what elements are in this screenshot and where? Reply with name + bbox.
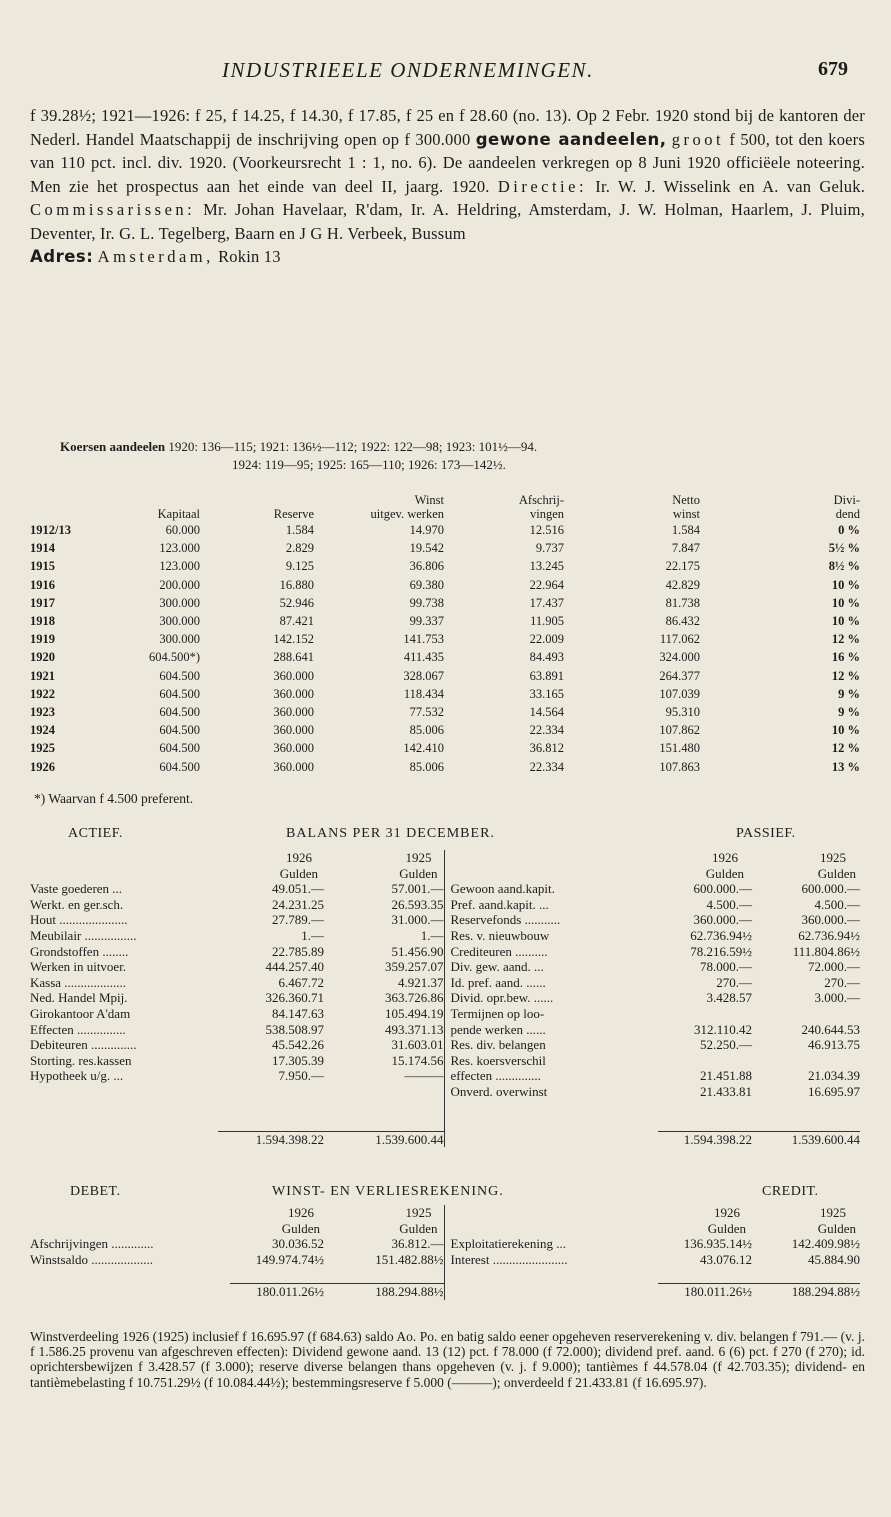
adres-street: Rokin 13 (218, 247, 281, 266)
right-value-1925: 111.804.86½ (792, 943, 860, 959)
dividend-cell: 12 % (831, 632, 860, 647)
left-label: Girokantoor A'dam (30, 1005, 131, 1021)
winst-year-2: 1925 (405, 1205, 432, 1221)
table-row (30, 630, 860, 648)
kapitaal-cell: 123.000 (159, 541, 200, 556)
statement-row (30, 990, 860, 1006)
winst-total-left-1925: 188.294.88½ (324, 1283, 444, 1299)
reserve-cell: 360.000 (273, 741, 314, 756)
right-label: Div. gew. aand. ... (444, 959, 658, 975)
left-label: Meubilair ................ (30, 928, 137, 944)
dividend-cell: 9 % (838, 686, 860, 701)
winstverdeeling-paragraph: Winstverdeeling 1926 (1925) inclusief f 16.695.97 (f 684.63) saldo Ao. Po. en batig saldo eener opgeheven reserverekening v. div. belangen f 791.— (v. j. f 1.586.25 provenu van afgeschreven effecten): Dividend gewone aand. 13 (12) pct. f 78.000 (f 72.000); dividend pref. aand. 6 (6) pct. f 270 (f 270); id. oprichtersbewijzen f 3.428.57 (f 3.000); reserve diverse belangen thans opgeheven (v. j. f 9.000); tantièmes f 44.578.04 (f 42.703.35); dividend- en tantièmebelasting f 10.751.29½ (f 10.084.44½); bestemmingsreserve f 5.000 (———); onverdeeld f 21.433.81 (f 16.695.97). (30, 1329, 865, 1390)
winst-uitgev-cell: 411.435 (403, 650, 444, 665)
afschrijvingen-cell: 12.516 (529, 523, 564, 538)
header-afschr: Afschrij- (518, 493, 564, 507)
left-label: Kassa ................... (30, 974, 127, 990)
header-reserve: Reserve (273, 507, 314, 521)
right-value-1925: 45.884.90 (808, 1251, 860, 1267)
dividend-cell: 9 % (838, 704, 860, 719)
dividend-cell: 10 % (831, 723, 860, 738)
left-value-1925: 4.921.37 (398, 974, 444, 990)
netto-winst-cell: 81.738 (665, 595, 700, 610)
statement-row (30, 897, 860, 913)
adres-city: Amsterdam, (97, 247, 214, 266)
winst-total-right-1925: 188.294.88½ (752, 1283, 860, 1299)
year-cell: 1915 (30, 559, 55, 574)
kapitaal-cell: 60.000 (165, 523, 200, 538)
koersen-block (60, 438, 840, 474)
left-label: Werkt. en ger.sch. (30, 896, 124, 912)
winst-year-1-right: 1926 (714, 1205, 740, 1221)
netto-winst-cell: 95.310 (665, 704, 700, 719)
winst-uitgev-cell: 99.738 (409, 595, 444, 610)
credit-label: CREDIT. (762, 1184, 819, 1199)
winst-unit-1: Gulden (281, 1220, 320, 1236)
reserve-cell: 1.584 (285, 523, 314, 538)
intro-text-1: f 39.28½; 1921—1926: f 25, f 14.25, f 14.30, f 17.85, f 25 en f 28.60 (no. 13). Op 2 Febr. 1920 stond bij de kantoren der Nederl. Handel Maatschappij de inschrijving open op f 300.000 (30, 106, 865, 149)
actief-label: ACTIEF. (68, 826, 123, 841)
dividend-cell: 10 % (831, 577, 860, 592)
table-row (30, 667, 860, 685)
statement-row (30, 1068, 860, 1084)
right-label: Reservefonds ........... (444, 912, 658, 928)
balans-unit-1: Gulden (279, 865, 318, 881)
left-value-1926: 24.231.25 (272, 896, 324, 912)
left-label: Ned. Handel Mpij. (30, 990, 128, 1006)
left-value-1925: 105.494.19 (385, 1005, 444, 1021)
table-row (30, 685, 860, 703)
right-label: Id. pref. aand. ...... (444, 975, 658, 991)
left-value-1926 (218, 1084, 324, 1100)
statement-row (30, 944, 860, 960)
directie-label: Directie: (497, 176, 588, 196)
left-value-1926 (218, 1100, 324, 1116)
right-value-1926: 21.433.81 (700, 1083, 752, 1099)
gewone-aandeelen-text: gewone aandeelen, (475, 129, 667, 149)
table-row (30, 703, 860, 721)
footnote: *) Waarvan f 4.500 preferent. (34, 791, 194, 806)
right-value-1926: 600.000.— (693, 881, 752, 897)
right-value-1925: 16.695.97 (808, 1083, 860, 1099)
right-value-1926 (658, 1006, 752, 1022)
header-winst: Winst (414, 493, 444, 507)
statement-row (30, 1084, 860, 1100)
left-label: Hout ..................... (30, 912, 128, 928)
winst-uitgev-cell: 142.410 (403, 741, 444, 756)
header-year (30, 507, 92, 521)
header-divi: Divi- (833, 493, 860, 507)
right-value-1925: 142.409.98½ (791, 1236, 860, 1252)
right-value-1926: 270.— (716, 974, 752, 990)
balans-unit-2: Gulden (399, 865, 438, 881)
reserve-cell: 87.421 (279, 614, 314, 629)
kapitaal-cell: 300.000 (159, 595, 200, 610)
year-cell: 1919 (30, 632, 55, 647)
table-row (30, 757, 860, 775)
right-value-1926 (658, 1053, 752, 1069)
statement-row (30, 959, 860, 975)
reserve-cell: 360.000 (273, 723, 314, 738)
commissarissen-label: Commissarissen: (30, 200, 196, 219)
winst-uitgev-cell: 77.532 (409, 704, 444, 719)
right-label: Divid. opr.bew. ...... (444, 990, 658, 1006)
groot-text: groot (671, 129, 725, 149)
dividend-cell: 12 % (831, 668, 860, 683)
left-label: Effecten ............... (30, 1021, 126, 1037)
left-value-1926: 45.542.26 (272, 1037, 324, 1053)
kapitaal-cell: 604.500 (159, 723, 200, 738)
right-label: Res. div. belangen (444, 1037, 658, 1053)
winst-uitgev-cell: 99.337 (409, 614, 444, 629)
statement-row (30, 1006, 860, 1022)
right-value-1925 (752, 1006, 860, 1022)
right-value-1925: 600.000.— (801, 881, 860, 897)
left-label: Afschrijvingen ............. (30, 1236, 154, 1252)
netto-winst-cell: 22.175 (665, 559, 700, 574)
header-dend: dend (835, 507, 860, 521)
left-value-1926: 326.360.71 (265, 990, 324, 1006)
kapitaal-cell: 604.500*) (148, 650, 200, 665)
right-value-1925: 3.000.— (814, 990, 860, 1006)
winst-unit-2: Gulden (399, 1220, 438, 1236)
left-value-1925: 493.371.13 (385, 1021, 444, 1037)
header-kapitaal: Kapitaal (157, 507, 200, 521)
dividend-cell: 0 % (838, 523, 860, 538)
winst-uitgev-cell: 19.542 (409, 541, 444, 556)
reserve-cell: 360.000 (273, 759, 314, 774)
left-value-1925 (324, 1100, 444, 1116)
year-cell: 1912/13 (30, 523, 71, 538)
afschrijvingen-cell: 11.905 (530, 614, 564, 629)
right-value-1926: 78.000.— (700, 959, 752, 975)
afschrijvingen-cell: 22.964 (529, 577, 564, 592)
winst-title: WINST- EN VERLIESREKENING. (272, 1184, 504, 1199)
year-cell: 1926 (30, 759, 55, 774)
reserve-cell: 360.000 (273, 686, 314, 701)
running-head (0, 58, 891, 88)
left-value-1926: 1.— (301, 928, 324, 944)
left-value-1925: 51.456.90 (391, 943, 444, 959)
right-value-1925: 46.913.75 (808, 1037, 860, 1053)
right-label (444, 1100, 658, 1116)
debet-label: DEBET. (70, 1184, 121, 1199)
kapitaal-cell: 604.500 (159, 686, 200, 701)
afschrijvingen-cell: 36.812 (529, 741, 564, 756)
statement-row (30, 1252, 860, 1268)
left-value-1925: 363.726.86 (385, 990, 444, 1006)
balans-year-1: 1926 (286, 850, 312, 866)
dividend-cell: 10 % (831, 614, 860, 629)
left-label (30, 1100, 218, 1116)
right-value-1926: 360.000.— (693, 912, 752, 928)
balans-title: BALANS PER 31 DECEMBER. (286, 826, 495, 841)
netto-winst-cell: 107.039 (659, 686, 700, 701)
afschrijvingen-cell: 63.891 (529, 668, 564, 683)
left-value-1925: 359.257.07 (385, 959, 444, 975)
right-value-1926: 3.428.57 (706, 990, 752, 1006)
year-cell: 1922 (30, 686, 55, 701)
winst-uitgev-cell: 14.970 (409, 523, 444, 538)
kapitaal-cell: 604.500 (159, 759, 200, 774)
right-label: Interest ....................... (444, 1252, 658, 1268)
reserve-cell: 2.829 (285, 541, 314, 556)
winst-total-left-1926: 180.011.26½ (230, 1283, 324, 1299)
balans-total-right-1926: 1.594.398.22 (658, 1131, 752, 1147)
table-row (30, 557, 860, 575)
winst-total-right-1926: 180.011.26½ (658, 1283, 752, 1299)
netto-winst-cell: 42.829 (665, 577, 700, 592)
afschrijvingen-cell: 17.437 (529, 595, 564, 610)
kapitaal-cell: 604.500 (159, 668, 200, 683)
statement-row (30, 1053, 860, 1069)
reserve-cell: 288.641 (273, 650, 314, 665)
dividend-cell: 8½ % (828, 559, 860, 574)
right-value-1926: 136.935.14½ (683, 1236, 752, 1252)
table-row (30, 648, 860, 666)
winst-uitgev-cell: 36.806 (409, 559, 444, 574)
winst-uitgev-cell: 141.753 (403, 632, 444, 647)
afschrijvingen-cell: 22.334 (529, 723, 564, 738)
kapitaal-cell: 300.000 (159, 632, 200, 647)
right-label: effecten .............. (444, 1068, 658, 1084)
left-label: Vaste goederen ... (30, 881, 123, 897)
afschrijvingen-cell: 9.737 (535, 541, 564, 556)
statement-row (30, 912, 860, 928)
netto-winst-cell: 1.584 (671, 523, 700, 538)
afschrijvingen-cell: 22.009 (529, 632, 564, 647)
table-row (30, 576, 860, 594)
left-value-1926: 7.950.— (278, 1068, 324, 1084)
table-row (30, 521, 860, 539)
netto-winst-cell: 117.062 (659, 632, 700, 647)
kapitaal-cell: 604.500 (159, 741, 200, 756)
right-label: Res. v. nieuwbouw (444, 928, 658, 944)
winst-heading (30, 1184, 860, 1202)
left-value-1926: 149.974.74½ (255, 1251, 324, 1267)
dividend-cell: 12 % (831, 741, 860, 756)
statement-row (30, 975, 860, 991)
netto-winst-cell: 7.847 (671, 541, 700, 556)
left-value-1926: 538.508.97 (265, 1021, 324, 1037)
left-label (30, 1084, 218, 1100)
right-label: Gewoon aand.kapit. (444, 881, 658, 897)
balans-year-1-right: 1926 (712, 850, 738, 866)
dividend-cell: 13 % (831, 759, 860, 774)
right-value-1925 (752, 1100, 860, 1116)
left-value-1926: 49.051.— (272, 881, 324, 897)
left-value-1926: 17.305.39 (272, 1052, 324, 1068)
koersen-label: Koersen aandeelen (60, 439, 166, 454)
koersen-line-1: 1920: 136—115; 1921: 136½—112; 1922: 122—98; 1923: 101½—94. (168, 439, 538, 454)
netto-winst-cell: 86.432 (665, 614, 700, 629)
balans-table (30, 850, 860, 1147)
year-cell: 1921 (30, 668, 55, 683)
left-value-1925: 36.812.— (391, 1236, 444, 1252)
balans-unit-4: Gulden (817, 865, 856, 881)
statement-row (30, 1236, 860, 1252)
table-row (30, 612, 860, 630)
left-value-1925: 31.603.01 (391, 1037, 444, 1053)
right-value-1926 (658, 1100, 752, 1116)
right-value-1925: 360.000.— (801, 912, 860, 928)
right-label: Res. koersverschil (444, 1053, 658, 1069)
left-value-1925: 26.593.35 (391, 896, 444, 912)
statement-row (30, 1037, 860, 1053)
year-cell: 1924 (30, 723, 55, 738)
directie-names: Ir. W. J. Wisselink en A. van Geluk. (595, 176, 866, 196)
left-value-1925: 31.000.— (391, 912, 444, 928)
left-value-1925: ——— (404, 1068, 444, 1084)
left-value-1925: 151.482.88½ (375, 1251, 444, 1267)
passief-label: PASSIEF. (736, 826, 796, 841)
winst-uitgev-cell: 85.006 (409, 759, 444, 774)
reserve-cell: 360.000 (273, 668, 314, 683)
kapitaal-cell: 300.000 (159, 614, 200, 629)
afschrijvingen-cell: 33.165 (529, 686, 564, 701)
left-value-1926: 84.147.63 (272, 1005, 324, 1021)
table-row (30, 594, 860, 612)
right-label: pende werken ...... (444, 1022, 658, 1038)
header-winst-col: winst (672, 507, 700, 521)
afschrijvingen-cell: 84.493 (529, 650, 564, 665)
page-number: 679 (818, 58, 848, 80)
table-row (30, 721, 860, 739)
left-value-1926: 30.036.52 (272, 1236, 324, 1252)
winst-table (30, 1205, 860, 1300)
koersen-line-2: 1924: 119—95; 1925: 165—110; 1926: 173—142½. (232, 457, 506, 472)
statement-row (30, 881, 860, 897)
left-value-1926: 6.467.72 (278, 974, 324, 990)
commissarissen-names: Mr. Johan Havelaar, R'dam, Ir. A. Heldring, Amsterdam, J. W. Holman, Haarlem, J. Pluim, Deventer, Ir. G. L. Tegelberg, Baarn en J G H. Verbeek, Bussum (30, 200, 866, 243)
afschrijvingen-cell: 22.334 (529, 759, 564, 774)
table-row (30, 539, 860, 557)
kapitaal-cell: 123.000 (159, 559, 200, 574)
left-value-1926: 22.785.89 (272, 943, 324, 959)
reserve-cell: 16.880 (279, 577, 314, 592)
right-value-1926: 52.250.— (700, 1037, 752, 1053)
balans-year-2-right: 1925 (820, 850, 846, 866)
left-value-1925: 15.174.56 (391, 1052, 444, 1068)
statement-row (30, 928, 860, 944)
right-value-1925: 62.736.94½ (798, 928, 860, 944)
right-value-1926: 78.216.59½ (690, 943, 752, 959)
year-cell: 1923 (30, 704, 55, 719)
table-row (30, 739, 860, 757)
right-value-1925: 270.— (824, 974, 860, 990)
right-value-1926: 4.500.— (706, 896, 752, 912)
statement-row (30, 1100, 860, 1116)
netto-winst-cell: 264.377 (659, 668, 700, 683)
winst-unit-4: Gulden (817, 1220, 856, 1236)
left-value-1926: 27.789.— (272, 912, 324, 928)
left-label: Winstsaldo ................... (30, 1251, 153, 1267)
winst-uitgev-cell: 328.067 (403, 668, 444, 683)
right-value-1926: 43.076.12 (700, 1251, 752, 1267)
winst-year-2-right: 1925 (820, 1205, 846, 1221)
right-label: Exploitatierekening ... (444, 1236, 658, 1252)
balans-unit-3: Gulden (705, 865, 744, 881)
winst-year-1: 1926 (288, 1205, 314, 1221)
running-title: INDUSTRIEELE ONDERNEMINGEN. (222, 58, 594, 82)
right-value-1925: 4.500.— (814, 896, 860, 912)
balans-total-left-1926: 1.594.398.22 (218, 1131, 324, 1147)
year-cell: 1917 (30, 595, 55, 610)
reserve-cell: 9.125 (285, 559, 314, 574)
dividend-cell: 5½ % (828, 541, 860, 556)
netto-winst-cell: 151.480 (659, 741, 700, 756)
reserve-cell: 360.000 (273, 704, 314, 719)
left-value-1925 (324, 1084, 444, 1100)
header-uitgev-werken: uitgev. werken (370, 507, 444, 521)
left-label: Hypotheek u/g. ... (30, 1068, 124, 1084)
reserve-cell: 142.152 (273, 632, 314, 647)
left-label: Grondstoffen ........ (30, 943, 129, 959)
netto-winst-cell: 107.862 (659, 723, 700, 738)
kapitaal-cell: 604.500 (159, 704, 200, 719)
balans-heading (30, 826, 860, 844)
left-label: Debiteuren .............. (30, 1037, 137, 1053)
right-label: Pref. aand.kapit. ... (444, 897, 658, 913)
statement-row (30, 1022, 860, 1038)
left-value-1925: 57.001.— (391, 881, 444, 897)
right-value-1925 (752, 1053, 860, 1069)
right-label: Onverd. overwinst (444, 1084, 658, 1100)
year-cell: 1925 (30, 741, 55, 756)
left-label: Werken in uitvoer. (30, 959, 127, 975)
right-value-1926: 62.736.94½ (690, 928, 752, 944)
afschrijvingen-cell: 13.245 (529, 559, 564, 574)
winst-uitgev-cell: 85.006 (409, 723, 444, 738)
right-value-1926: 21.451.88 (700, 1068, 752, 1084)
intro-text-2: f 500, tot den koers van 110 pct. incl. div. 1920. (Voorkeursrecht 1 : 1, no. 6). De aandeelen verkregen op 8 Juni 1920 officiëele noteering. Men zie het prospectus aan het einde van deel II, jaarg. 1920. (30, 129, 866, 196)
dividend-cell: 10 % (831, 595, 860, 610)
header-netto: Netto (672, 493, 700, 507)
right-value-1925: 72.000.— (808, 959, 860, 975)
reserve-cell: 52.946 (279, 595, 314, 610)
adres-label: Adres: (30, 247, 94, 266)
kapitaal-cell: 200.000 (159, 577, 200, 592)
netto-winst-cell: 324.000 (659, 650, 700, 665)
right-label: Termijnen op loo- (444, 1006, 658, 1022)
netto-winst-cell: 107.863 (659, 759, 700, 774)
dividend-cell: 16 % (831, 650, 860, 665)
right-label: Crediteuren .......... (444, 944, 658, 960)
year-cell: 1916 (30, 577, 55, 592)
left-label: Storting. res.kassen (30, 1052, 132, 1068)
year-cell: 1914 (30, 541, 55, 556)
winst-unit-3: Gulden (707, 1220, 746, 1236)
right-value-1926: 312.110.42 (693, 1021, 752, 1037)
winst-uitgev-cell: 69.380 (409, 577, 444, 592)
afschrijvingen-cell: 14.564 (529, 704, 564, 719)
year-cell: 1920 (30, 650, 55, 665)
balans-total-left-1925: 1.539.600.44 (324, 1131, 444, 1147)
left-value-1926: 444.257.40 (265, 959, 324, 975)
year-cell: 1918 (30, 614, 55, 629)
winst-uitgev-cell: 118.434 (403, 686, 444, 701)
intro-paragraph (30, 104, 865, 269)
right-value-1925: 21.034.39 (808, 1068, 860, 1084)
balans-year-2: 1925 (405, 850, 432, 866)
balans-total-right-1925: 1.539.600.44 (752, 1131, 860, 1147)
results-table (30, 493, 860, 776)
right-value-1925: 240.644.53 (801, 1021, 860, 1037)
header-vingen: vingen (529, 507, 564, 521)
left-value-1925: 1.— (420, 928, 444, 944)
